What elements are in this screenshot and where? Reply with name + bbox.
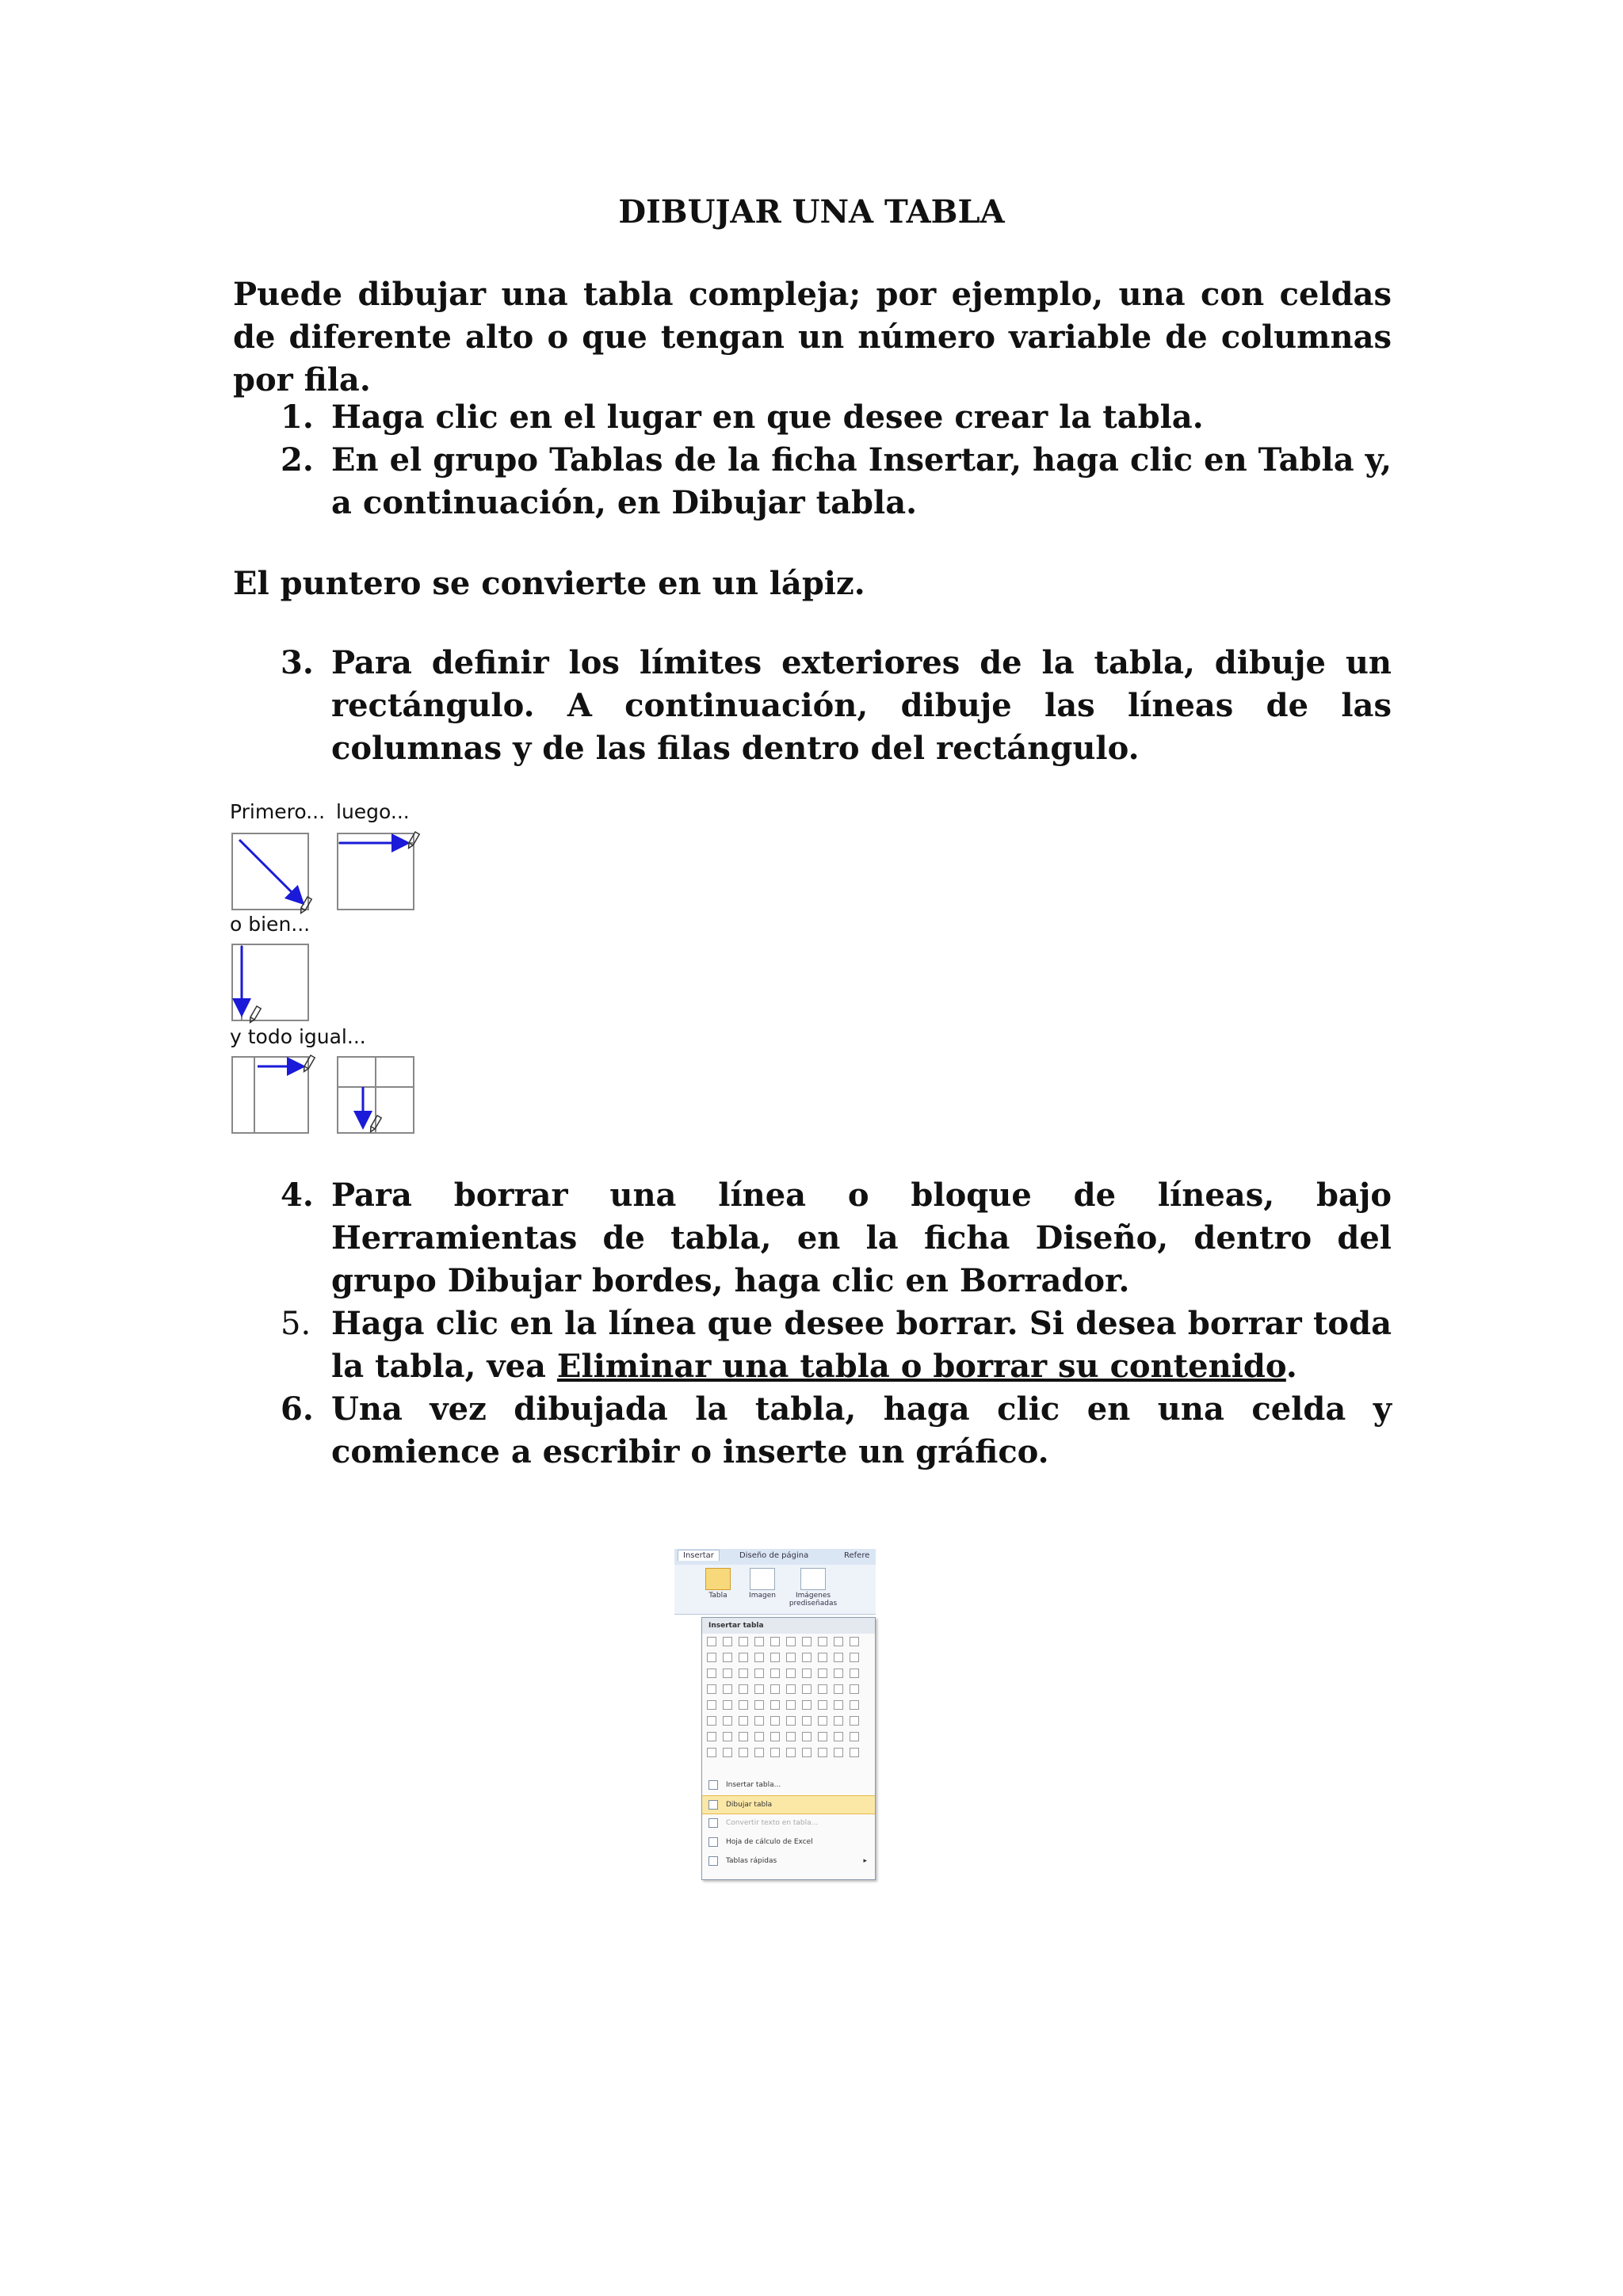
table-button-label: Tabla (708, 1592, 727, 1600)
pencil-icon (708, 1800, 718, 1810)
grid-cell[interactable] (850, 1700, 859, 1710)
grid-cell[interactable] (834, 1653, 843, 1662)
grid-cell[interactable] (723, 1716, 732, 1726)
label-all: y todo igual... (230, 1025, 366, 1048)
grid-cell[interactable] (850, 1732, 859, 1741)
grid-cell[interactable] (723, 1748, 732, 1757)
step-text: Para definir los límites exteriores de la tabla, dibuje un rectángulo. A continuación, dibuje las líneas de las columnas y de las filas dentro del rectángulo. (331, 644, 1392, 767)
grid-cell[interactable] (723, 1684, 732, 1694)
insert-table-ribbon-screenshot (674, 1549, 876, 1880)
grid-cell[interactable] (850, 1637, 859, 1646)
step-4 (281, 1174, 1392, 1302)
grid-cell[interactable] (770, 1653, 780, 1662)
label-first: Primero... (230, 800, 326, 823)
chevron-right-icon: ▸ (863, 1857, 867, 1865)
grid-cell[interactable] (770, 1700, 780, 1710)
grid-cell[interactable] (754, 1684, 764, 1694)
grid-cell[interactable] (802, 1700, 812, 1710)
box-diagonal (232, 833, 311, 914)
clipart-button-label: Imágenes prediseñadas (789, 1592, 838, 1608)
grid-cell[interactable] (818, 1684, 827, 1694)
grid-cell[interactable] (786, 1716, 796, 1726)
grid-cell[interactable] (770, 1637, 780, 1646)
step-number: 4. (281, 1177, 314, 1214)
grid-cell[interactable] (818, 1748, 827, 1757)
grid-cell[interactable] (802, 1669, 812, 1678)
grid-cell[interactable] (834, 1684, 843, 1694)
grid-cell[interactable] (818, 1637, 827, 1646)
grid-cell[interactable] (739, 1637, 748, 1646)
menu-insert-table[interactable] (702, 1776, 875, 1794)
step-number: 3. (281, 644, 314, 681)
grid-cell[interactable] (770, 1716, 780, 1726)
image-button[interactable] (743, 1568, 782, 1600)
grid-cell[interactable] (770, 1669, 780, 1678)
grid-cell[interactable] (786, 1669, 796, 1678)
ribbon-body (674, 1565, 876, 1615)
ribbon-tabs (674, 1549, 876, 1565)
step-text (331, 1302, 1392, 1388)
menu-quick-tables[interactable] (702, 1852, 875, 1870)
grid-cell[interactable] (802, 1716, 812, 1726)
insert-table-dropdown (701, 1617, 876, 1880)
clipart-icon (800, 1568, 826, 1590)
grid-cell[interactable] (707, 1684, 716, 1694)
grid-cell[interactable] (802, 1653, 812, 1662)
page-title: DIBUJAR UNA TABLA (618, 193, 1005, 231)
grid-cell[interactable] (754, 1637, 764, 1646)
step-text: Haga clic en el lugar en que desee crear la tabla. (331, 399, 1204, 436)
step-number: 6. (281, 1390, 314, 1428)
step-6 (281, 1388, 1392, 1474)
grid-cell[interactable] (802, 1637, 812, 1646)
grid-cell[interactable] (723, 1653, 732, 1662)
grid-cell[interactable] (739, 1716, 748, 1726)
pointer-note: El puntero se convierte en un lápiz. (233, 565, 865, 602)
grid-cell[interactable] (850, 1669, 859, 1678)
step-text-after: . (1285, 1348, 1297, 1385)
step-text: Una vez dibujada la tabla, haga clic en una celda y comience a escribir o inserte un gráfico. (331, 1390, 1392, 1470)
grid-cell[interactable] (818, 1716, 827, 1726)
grid-cell[interactable] (786, 1732, 796, 1741)
menu-excel-sheet[interactable] (702, 1833, 875, 1851)
grid-cell[interactable] (707, 1716, 716, 1726)
grid-cell[interactable] (739, 1653, 748, 1662)
grid-cell[interactable] (723, 1732, 732, 1741)
draw-table-example-figure (230, 792, 436, 1141)
menu-item-label: Tablas rápidas (726, 1857, 777, 1865)
table-icon (705, 1568, 731, 1590)
step-number: 5. (281, 1306, 311, 1342)
grid-cell[interactable] (770, 1748, 780, 1757)
grid-cell[interactable] (754, 1732, 764, 1741)
intro-paragraph: Puede dibujar una tabla compleja; por ejemplo, una con celdas de diferente alto o que tengan un número variable de columnas por fila. (233, 276, 1392, 399)
grid-cell[interactable] (770, 1732, 780, 1741)
excel-icon (708, 1837, 718, 1847)
image-button-label: Imagen (749, 1592, 776, 1600)
grid-cell[interactable] (754, 1716, 764, 1726)
menu-convert-text[interactable] (702, 1814, 875, 1832)
grid-cell[interactable] (802, 1748, 812, 1757)
step-2 (281, 439, 1392, 524)
table-button[interactable] (698, 1568, 738, 1600)
image-icon (750, 1568, 775, 1590)
grid-cell[interactable] (754, 1748, 764, 1757)
label-then: luego... (336, 800, 410, 823)
grid-cell[interactable] (707, 1669, 716, 1678)
grid-cell[interactable] (802, 1684, 812, 1694)
grid-cell[interactable] (786, 1700, 796, 1710)
grid-cell[interactable] (739, 1732, 748, 1741)
box-vertical (232, 944, 308, 1024)
grid-cell[interactable] (834, 1637, 843, 1646)
box-horizontal (338, 832, 419, 910)
tab-references[interactable]: Refere (844, 1551, 870, 1560)
box-combined-horizontal (232, 1055, 315, 1133)
dropdown-header: Insertar tabla (702, 1618, 875, 1634)
menu-draw-table[interactable] (702, 1795, 875, 1814)
grid-cell[interactable] (834, 1732, 843, 1741)
step-3 (281, 642, 1392, 770)
delete-table-link[interactable]: Eliminar una tabla o borrar su contenido (556, 1348, 1286, 1385)
grid-cell[interactable] (754, 1669, 764, 1678)
grid-cell[interactable] (802, 1732, 812, 1741)
menu-item-label: Insertar tabla... (726, 1781, 781, 1789)
box-combined-vertical (338, 1057, 414, 1133)
draw-diagrams (230, 792, 436, 1141)
step-number: 1. (281, 399, 314, 436)
grid-cell[interactable] (786, 1748, 796, 1757)
grid-cell[interactable] (770, 1684, 780, 1694)
grid-cell[interactable] (834, 1748, 843, 1757)
grid-cell[interactable] (834, 1669, 843, 1678)
grid-cell[interactable] (739, 1684, 748, 1694)
grid-cell[interactable] (834, 1716, 843, 1726)
grid-cell[interactable] (786, 1637, 796, 1646)
grid-cell[interactable] (818, 1653, 827, 1662)
tab-insert[interactable]: Insertar (678, 1550, 720, 1561)
tab-page-layout[interactable]: Diseño de página (739, 1551, 809, 1560)
table-icon (708, 1780, 718, 1790)
grid-cell[interactable] (707, 1700, 716, 1710)
grid-cell[interactable] (850, 1684, 859, 1694)
grid-cell[interactable] (723, 1669, 732, 1678)
grid-cell[interactable] (818, 1700, 827, 1710)
grid-cell[interactable] (707, 1748, 716, 1757)
step-number: 2. (281, 441, 314, 479)
step-text-before: Haga clic en la línea que desee borrar. Si desea borrar toda la tabla, vea (331, 1305, 1392, 1385)
grid-cell[interactable] (739, 1700, 748, 1710)
grid-cell[interactable] (850, 1748, 859, 1757)
grid-cell[interactable] (707, 1637, 716, 1646)
grid-cell[interactable] (754, 1700, 764, 1710)
grid-cell[interactable] (818, 1732, 827, 1741)
grid-cell[interactable] (723, 1700, 732, 1710)
label-or: o bien... (230, 913, 311, 936)
grid-cell[interactable] (834, 1700, 843, 1710)
step-text: Para borrar una línea o bloque de líneas, bajo Herramientas de tabla, en la ficha Diseño, dentro del grupo Dibujar bordes, haga clic en Borrador. (331, 1177, 1392, 1299)
clipart-button[interactable] (785, 1568, 841, 1608)
grid-cell[interactable] (739, 1669, 748, 1678)
grid-cell[interactable] (818, 1669, 827, 1678)
menu-item-label: Dibujar tabla (726, 1801, 773, 1809)
menu-item-label: Hoja de cálculo de Excel (726, 1838, 813, 1846)
step-text: En el grupo Tablas de la ficha Insertar, haga clic en Tabla y, a continuación, en Dibujar tabla. (331, 441, 1392, 521)
grid-cell[interactable] (707, 1653, 716, 1662)
step-5 (281, 1302, 1392, 1388)
convert-icon (708, 1818, 718, 1828)
menu-item-label: Convertir texto en tabla... (726, 1819, 819, 1827)
grid-cell[interactable] (786, 1684, 796, 1694)
grid-cell[interactable] (850, 1716, 859, 1726)
grid-cell[interactable] (754, 1653, 764, 1662)
grid-cell[interactable] (850, 1653, 859, 1662)
grid-cell[interactable] (786, 1653, 796, 1662)
quick-tables-icon (708, 1856, 718, 1866)
grid-cell[interactable] (707, 1732, 716, 1741)
grid-cell[interactable] (723, 1637, 732, 1646)
step-1 (281, 396, 1392, 439)
grid-cell[interactable] (739, 1748, 748, 1757)
